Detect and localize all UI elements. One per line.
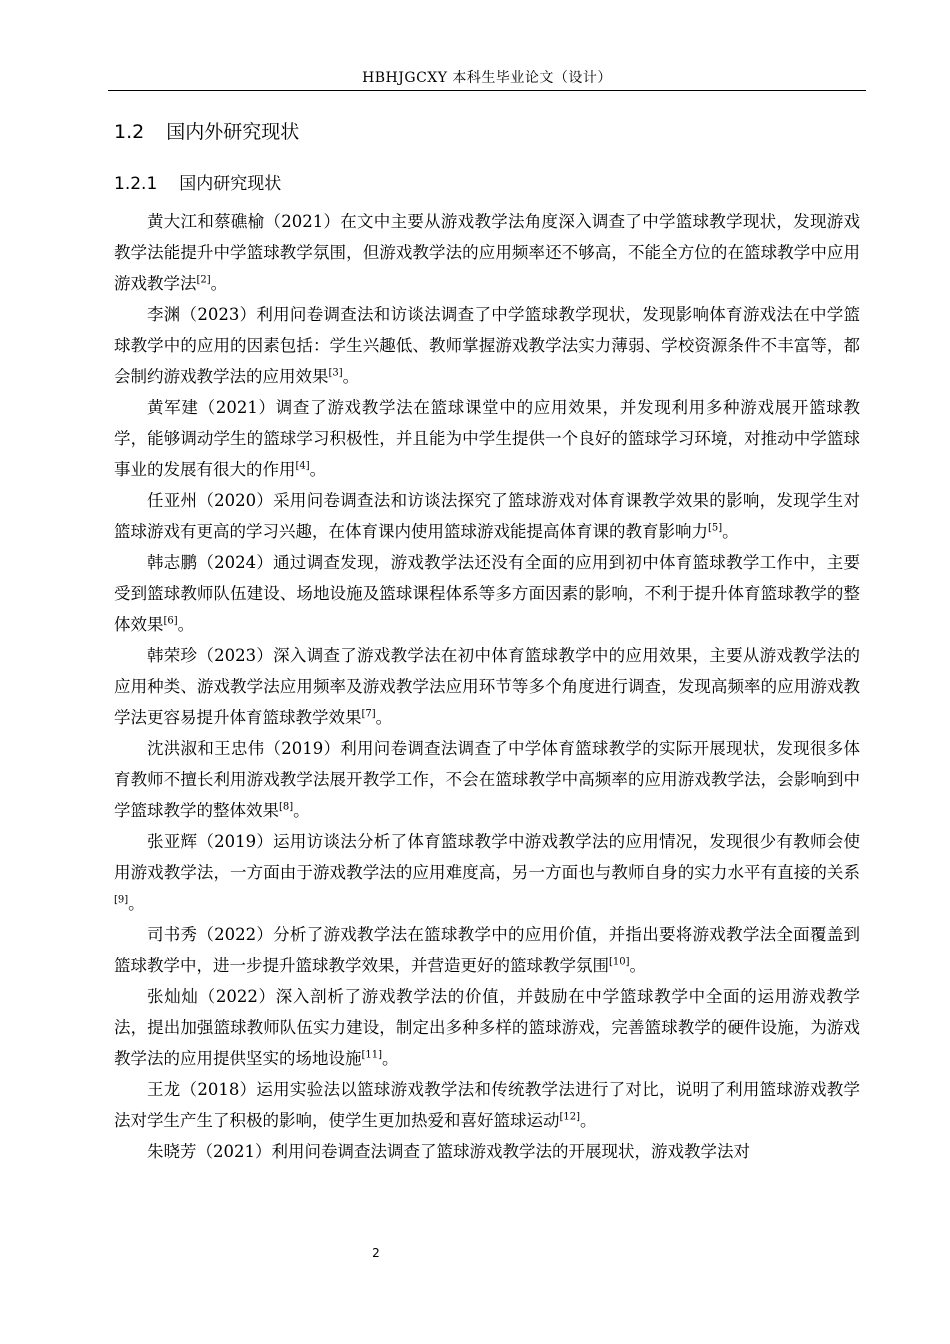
paragraph-text: 韩志鹏（2024）通过调查发现，游戏教学法还没有全面的应用到初中体育篮球教学工作中，主要受到篮球教师队伍建设、场地设施及篮球课程体系等多方面因素的影响，不利于提升体育篮球教学的整体效果 bbox=[114, 553, 860, 634]
paragraph bbox=[114, 485, 860, 547]
paragraph bbox=[114, 206, 860, 299]
paragraph-text: 张亚辉（2019）运用访谈法分析了体育篮球教学中游戏教学法的应用情况，发现很少有教师会使用游戏教学法，一方面由于游戏教学法的应用难度高，另一方面也与教师自身的实力水平有直接的关系 bbox=[114, 832, 860, 882]
paragraph-end: 。 bbox=[629, 956, 647, 975]
subsection-number: 1.2.1 bbox=[114, 174, 158, 194]
page-number: 2 bbox=[372, 1246, 380, 1260]
paragraph-text: 张灿灿（2022）深入剖析了游戏教学法的价值，并鼓励在中学篮球教学中全面的运用游戏教学法，提出加强篮球教师队伍实力建设，制定出多种多样的篮球游戏，完善篮球教学的硬件设施，为游戏教学法的应用提供坚实的场地设施 bbox=[114, 987, 860, 1068]
citation: [5] bbox=[708, 522, 723, 534]
paragraph-end: 。 bbox=[210, 274, 228, 293]
paragraph-end: 。 bbox=[580, 1111, 597, 1130]
paragraph bbox=[114, 547, 860, 640]
paragraph-end: 。 bbox=[342, 367, 360, 386]
paragraph-end: 。 bbox=[375, 708, 393, 727]
paragraph-end: 。 bbox=[293, 801, 310, 820]
paragraph-text: 王龙（2018）运用实验法以篮球游戏教学法和传统教学法进行了对比，说明了利用篮球游戏教学法对学生产生了积极的影响，使学生更加热爱和喜好篮球运动 bbox=[114, 1080, 860, 1130]
header-title: HBHJGCXY 本科生毕业论文（设计） bbox=[362, 70, 612, 86]
page-header bbox=[108, 66, 866, 91]
citation: [4] bbox=[295, 460, 310, 472]
section-title: 国内外研究现状 bbox=[166, 121, 300, 143]
section-heading bbox=[114, 118, 299, 146]
subsection-title: 国内研究现状 bbox=[179, 174, 282, 194]
citation: [6] bbox=[163, 615, 178, 627]
paragraph-text: 韩荣珍（2023）深入调查了游戏教学法在初中体育篮球教学中的应用效果，主要从游戏教学法的应用种类、游戏教学法应用频率及游戏教学法应用环节等多个角度进行调查，发现高频率的应用游戏教学法更容易提升体育篮球教学效果 bbox=[114, 646, 860, 727]
paragraph-end: 。 bbox=[177, 615, 195, 634]
paragraph bbox=[114, 919, 860, 981]
citation: [2] bbox=[196, 274, 211, 286]
citation: [7] bbox=[361, 708, 376, 720]
paragraph-end: 。 bbox=[309, 460, 327, 479]
citation: [11] bbox=[361, 1049, 383, 1061]
subsection-heading bbox=[114, 170, 281, 198]
paragraph-text: 黄大江和蔡礁榆（2021）在文中主要从游戏教学法角度深入调查了中学篮球教学现状，发现游戏教学法能提升中学篮球教学氛围，但游戏教学法的应用频率还不够高，不能全方位的在篮球教学中应用游戏教学法 bbox=[114, 212, 860, 293]
paragraph bbox=[114, 1136, 860, 1167]
citation: [12] bbox=[559, 1111, 581, 1123]
body-text bbox=[114, 206, 860, 1167]
paragraph-text: 李渊（2023）利用问卷调查法和访谈法调查了中学篮球教学现状，发现影响体育游戏法在中学篮球教学中的应用的因素包括：学生兴趣低、教师掌握游戏教学法实力薄弱、学校资源条件不丰富等，都会制约游戏教学法的应用效果 bbox=[114, 305, 860, 386]
paragraph bbox=[114, 1074, 860, 1136]
paragraph-end: 。 bbox=[382, 1049, 399, 1068]
section-number: 1.2 bbox=[114, 121, 145, 143]
citation: [9] bbox=[114, 894, 129, 906]
paragraph bbox=[114, 826, 860, 919]
paragraph bbox=[114, 733, 860, 826]
paragraph-end: 。 bbox=[722, 522, 739, 541]
paragraph-text: 朱晓芳（2021）利用问卷调查法调查了篮球游戏教学法的开展现状，游戏教学法对 bbox=[147, 1142, 750, 1161]
paragraph-end: 。 bbox=[128, 894, 145, 913]
paragraph-text: 司书秀（2022）分析了游戏教学法在篮球教学中的应用价值，并指出要将游戏教学法全面覆盖到篮球教学中，进一步提升篮球教学效果，并营造更好的篮球教学氛围 bbox=[114, 925, 860, 975]
citation: [8] bbox=[279, 801, 294, 813]
paragraph-text: 任亚州（2020）采用问卷调查法和访谈法探究了篮球游戏对体育课教学效果的影响，发现学生对篮球游戏有更高的学习兴趣，在体育课内使用篮球游戏能提高体育课的教育影响力 bbox=[114, 491, 860, 541]
citation: [10] bbox=[609, 956, 630, 968]
paragraph-text: 沈洪淑和王忠伟（2019）利用问卷调查法调查了中学体育篮球教学的实际开展现状，发现很多体育教师不擅长利用游戏教学法展开教学工作，不会在篮球教学中高频率的应用游戏教学法，会影响到中学篮球教学的整体效果 bbox=[114, 739, 860, 820]
paragraph-text: 黄军建（2021）调查了游戏教学法在篮球课堂中的应用效果，并发现利用多种游戏展开篮球教学，能够调动学生的篮球学习积极性，并且能为中学生提供一个良好的篮球学习环境，对推动中学篮球事业的发展有很大的作用 bbox=[114, 398, 860, 479]
paragraph bbox=[114, 299, 860, 392]
paragraph bbox=[114, 640, 860, 733]
paragraph bbox=[114, 392, 860, 485]
paragraph bbox=[114, 981, 860, 1074]
citation: [3] bbox=[328, 367, 343, 379]
